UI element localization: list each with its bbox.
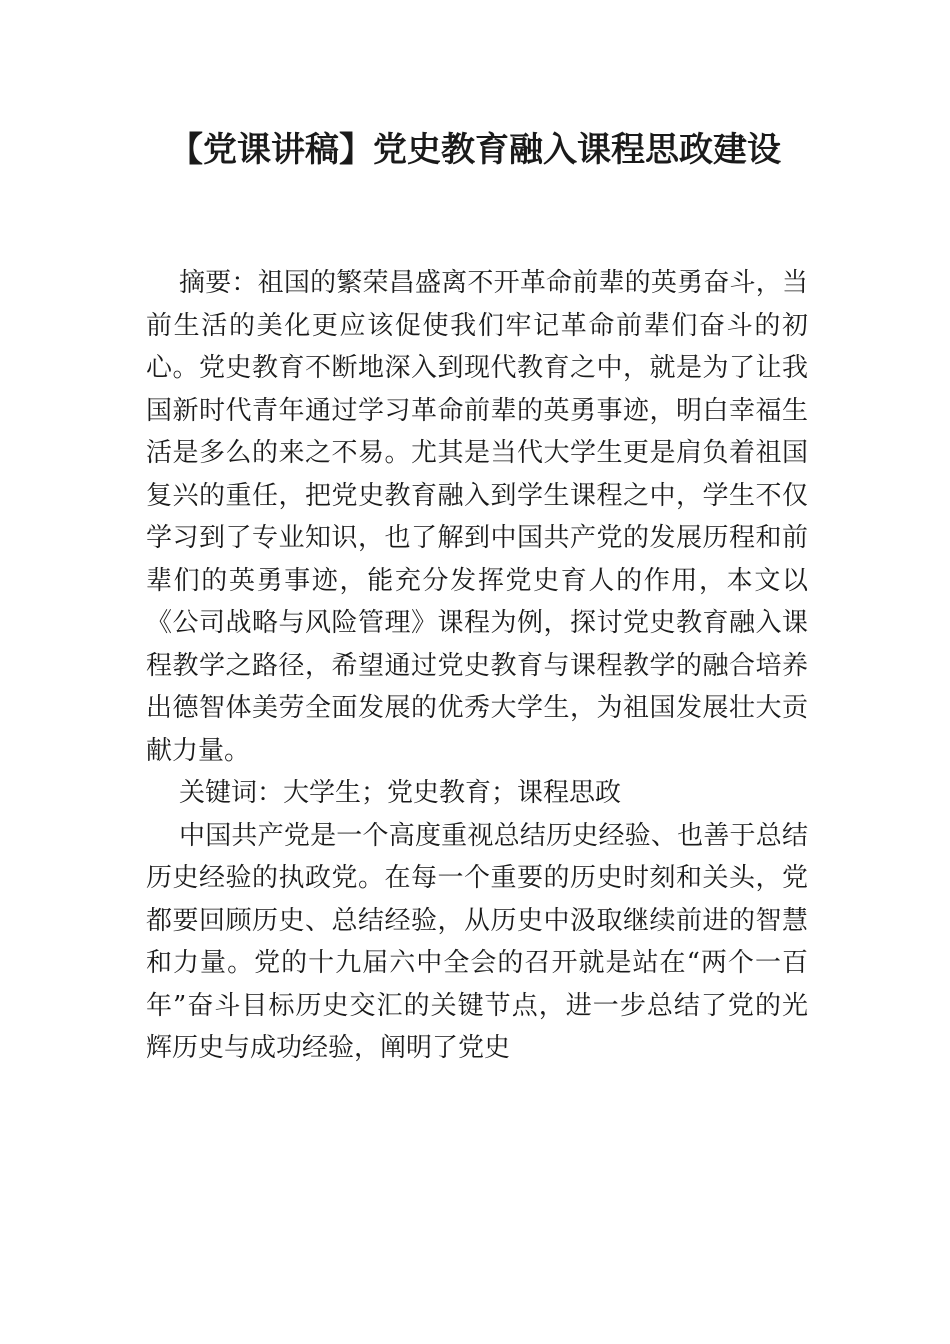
document-body (146, 262, 808, 1070)
keywords-paragraph: 关键词：大学生；党史教育；课程思政 (179, 778, 622, 808)
body-paragraph: 中国共产党是一个高度重视总结历史经验、也善于总结历史经验的执政党。在每一个重要的历史时刻和关头，党都要回顾历史、总结经验，从历史中汲取继续前进的智慧和力量。党的十九届六中全会的召开就是站在“两个一百年”奋斗目标历史交汇的关键节点，进一步总结了党的光辉历史与成功经验，阐明了党史 (146, 820, 808, 1063)
document-title: 【党课讲稿】党史教育融入课程思政建设 (169, 130, 781, 170)
abstract-paragraph: 摘要：祖国的繁荣昌盛离不开革命前辈的英勇奋斗，当前生活的美化更应该促使我们牢记革命前辈们奋斗的初心。党史教育不断地深入到现代教育之中，就是为了让我国新时代青年通过学习革命前辈的英勇事迹，明白幸福生活是多么的来之不易。尤其是当代大学生更是肩负着祖国复兴的重任，把党史教育融入到学生课程之中，学生不仅学习到了专业知识，也了解到中国共产党的发展历程和前辈们的英勇事迹，能充分发挥党史育人的作用，本文以《公司战略与风险管理》课程为例，探讨党史教育融入课程教学之路径，希望通过党史教育与课程教学的融合培养出德智体美劳全面发展的优秀大学生，为祖国发展壮大贡献力量。 (146, 268, 808, 766)
